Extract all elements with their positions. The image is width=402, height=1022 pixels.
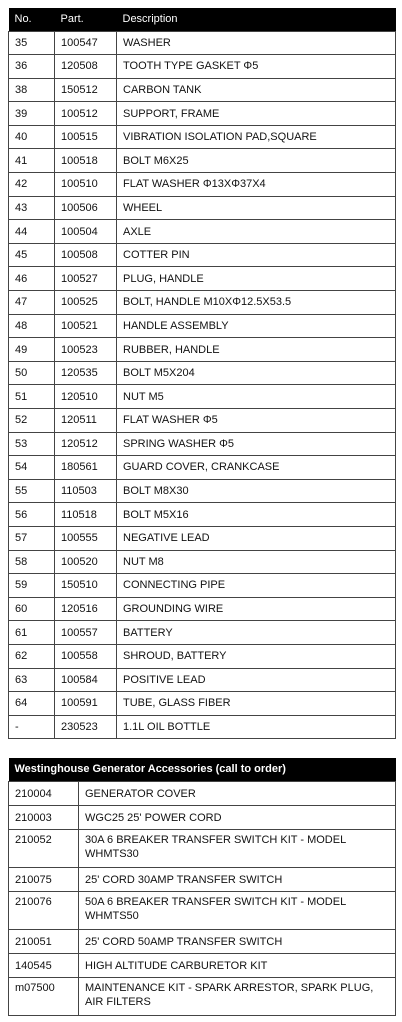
table-row <box>9 891 396 929</box>
cell-part: 100504 <box>55 220 117 244</box>
table-row <box>9 149 396 173</box>
cell-description: 1.1L OIL BOTTLE <box>117 715 396 739</box>
accessories-title: Westinghouse Generator Accessories (call to order) <box>9 758 396 781</box>
cell-no: 42 <box>9 173 55 197</box>
table-row <box>9 953 396 977</box>
cell-no: 59 <box>9 574 55 598</box>
cell-no: 53 <box>9 432 55 456</box>
parts-header-row <box>9 8 396 31</box>
table-row <box>9 867 396 891</box>
cell-part: 150510 <box>55 574 117 598</box>
cell-description: NEGATIVE LEAD <box>117 526 396 550</box>
table-row <box>9 385 396 409</box>
table-row <box>9 314 396 338</box>
cell-code: 210075 <box>9 867 79 891</box>
cell-no: 55 <box>9 479 55 503</box>
table-row <box>9 977 396 1015</box>
table-row <box>9 715 396 739</box>
cell-no: 48 <box>9 314 55 338</box>
cell-no: 63 <box>9 668 55 692</box>
cell-part: 100515 <box>55 125 117 149</box>
cell-description: GENERATOR COVER <box>79 781 396 805</box>
cell-no: - <box>9 715 55 739</box>
cell-description: 25' CORD 50AMP TRANSFER SWITCH <box>79 929 396 953</box>
cell-code: 210076 <box>9 891 79 929</box>
cell-description: WHEEL <box>117 196 396 220</box>
accessories-header-row <box>9 758 396 781</box>
header-part: Part. <box>55 8 117 31</box>
cell-description: WGC25 25' POWER CORD <box>79 805 396 829</box>
cell-part: 120510 <box>55 385 117 409</box>
cell-description: AXLE <box>117 220 396 244</box>
cell-no: 36 <box>9 55 55 79</box>
table-row <box>9 267 396 291</box>
cell-part: 230523 <box>55 715 117 739</box>
cell-part: 120512 <box>55 432 117 456</box>
cell-no: 57 <box>9 526 55 550</box>
cell-no: 43 <box>9 196 55 220</box>
accessories-body <box>9 781 396 1015</box>
cell-description: BOLT M5X16 <box>117 503 396 527</box>
cell-description: CARBON TANK <box>117 78 396 102</box>
cell-description: BOLT M6X25 <box>117 149 396 173</box>
cell-no: 61 <box>9 621 55 645</box>
cell-description: TUBE, GLASS FIBER <box>117 692 396 716</box>
cell-no: 46 <box>9 267 55 291</box>
cell-description: GUARD COVER, CRANKCASE <box>117 456 396 480</box>
parts-table <box>8 8 396 739</box>
table-row <box>9 668 396 692</box>
cell-description: PLUG, HANDLE <box>117 267 396 291</box>
table-row <box>9 291 396 315</box>
cell-description: COTTER PIN <box>117 243 396 267</box>
table-row <box>9 621 396 645</box>
cell-no: 54 <box>9 456 55 480</box>
cell-part: 120508 <box>55 55 117 79</box>
table-row <box>9 409 396 433</box>
cell-no: 50 <box>9 361 55 385</box>
table-row <box>9 550 396 574</box>
table-row <box>9 125 396 149</box>
header-no: No. <box>9 8 55 31</box>
cell-description: SPRING WASHER Φ5 <box>117 432 396 456</box>
cell-no: 45 <box>9 243 55 267</box>
cell-part: 150512 <box>55 78 117 102</box>
cell-part: 110518 <box>55 503 117 527</box>
cell-description: NUT M5 <box>117 385 396 409</box>
table-row <box>9 805 396 829</box>
cell-part: 100521 <box>55 314 117 338</box>
table-row <box>9 929 396 953</box>
cell-part: 120511 <box>55 409 117 433</box>
cell-code: m07500 <box>9 977 79 1015</box>
cell-no: 38 <box>9 78 55 102</box>
cell-description: 25' CORD 30AMP TRANSFER SWITCH <box>79 867 396 891</box>
cell-description: 30A 6 BREAKER TRANSFER SWITCH KIT - MODEL WHMTS30 <box>79 829 396 867</box>
cell-description: HANDLE ASSEMBLY <box>117 314 396 338</box>
cell-no: 40 <box>9 125 55 149</box>
parts-body <box>9 31 396 739</box>
cell-no: 35 <box>9 31 55 55</box>
cell-description: RUBBER, HANDLE <box>117 338 396 362</box>
cell-description: BOLT, HANDLE M10XΦ12.5X53.5 <box>117 291 396 315</box>
cell-description: NUT M8 <box>117 550 396 574</box>
cell-description: BATTERY <box>117 621 396 645</box>
cell-part: 100584 <box>55 668 117 692</box>
cell-part: 100591 <box>55 692 117 716</box>
table-row <box>9 432 396 456</box>
cell-part: 120535 <box>55 361 117 385</box>
table-row <box>9 78 396 102</box>
cell-part: 110503 <box>55 479 117 503</box>
table-row <box>9 503 396 527</box>
cell-no: 41 <box>9 149 55 173</box>
cell-part: 100508 <box>55 243 117 267</box>
cell-code: 210052 <box>9 829 79 867</box>
cell-part: 100555 <box>55 526 117 550</box>
cell-no: 39 <box>9 102 55 126</box>
cell-description: VIBRATION ISOLATION PAD,SQUARE <box>117 125 396 149</box>
table-row <box>9 55 396 79</box>
cell-part: 100520 <box>55 550 117 574</box>
cell-no: 56 <box>9 503 55 527</box>
cell-part: 100512 <box>55 102 117 126</box>
cell-description: SHROUD, BATTERY <box>117 644 396 668</box>
table-row <box>9 243 396 267</box>
cell-description: CONNECTING PIPE <box>117 574 396 598</box>
cell-description: HIGH ALTITUDE CARBURETOR KIT <box>79 953 396 977</box>
cell-description: SUPPORT, FRAME <box>117 102 396 126</box>
cell-description: 50A 6 BREAKER TRANSFER SWITCH KIT - MODEL WHMTS50 <box>79 891 396 929</box>
cell-part: 100523 <box>55 338 117 362</box>
cell-part: 100547 <box>55 31 117 55</box>
cell-description: BOLT M5X204 <box>117 361 396 385</box>
table-row <box>9 644 396 668</box>
cell-code: 210004 <box>9 781 79 805</box>
cell-description: BOLT M8X30 <box>117 479 396 503</box>
cell-no: 64 <box>9 692 55 716</box>
cell-no: 52 <box>9 409 55 433</box>
cell-part: 180561 <box>55 456 117 480</box>
cell-part: 100557 <box>55 621 117 645</box>
table-row <box>9 574 396 598</box>
cell-no: 51 <box>9 385 55 409</box>
table-row <box>9 361 396 385</box>
cell-part: 100510 <box>55 173 117 197</box>
cell-part: 100527 <box>55 267 117 291</box>
table-row <box>9 173 396 197</box>
cell-description: POSITIVE LEAD <box>117 668 396 692</box>
cell-description: MAINTENANCE KIT - SPARK ARRESTOR, SPARK PLUG, AIR FILTERS <box>79 977 396 1015</box>
cell-part: 100518 <box>55 149 117 173</box>
cell-part: 100558 <box>55 644 117 668</box>
table-row <box>9 781 396 805</box>
accessories-table <box>8 758 396 1016</box>
cell-part: 100506 <box>55 196 117 220</box>
table-row <box>9 526 396 550</box>
cell-description: TOOTH TYPE GASKET Φ5 <box>117 55 396 79</box>
table-row <box>9 196 396 220</box>
cell-code: 140545 <box>9 953 79 977</box>
cell-part: 100525 <box>55 291 117 315</box>
header-description: Description <box>117 8 396 31</box>
cell-no: 58 <box>9 550 55 574</box>
cell-description: WASHER <box>117 31 396 55</box>
table-row <box>9 692 396 716</box>
table-row <box>9 102 396 126</box>
table-row <box>9 456 396 480</box>
table-row <box>9 479 396 503</box>
table-row <box>9 597 396 621</box>
cell-code: 210003 <box>9 805 79 829</box>
cell-description: FLAT WASHER Φ5 <box>117 409 396 433</box>
cell-description: GROUNDING WIRE <box>117 597 396 621</box>
cell-part: 120516 <box>55 597 117 621</box>
table-row <box>9 338 396 362</box>
cell-description: FLAT WASHER Φ13XΦ37X4 <box>117 173 396 197</box>
cell-no: 47 <box>9 291 55 315</box>
table-row <box>9 829 396 867</box>
cell-no: 60 <box>9 597 55 621</box>
cell-no: 44 <box>9 220 55 244</box>
cell-no: 62 <box>9 644 55 668</box>
cell-code: 210051 <box>9 929 79 953</box>
table-row <box>9 220 396 244</box>
cell-no: 49 <box>9 338 55 362</box>
table-row <box>9 31 396 55</box>
